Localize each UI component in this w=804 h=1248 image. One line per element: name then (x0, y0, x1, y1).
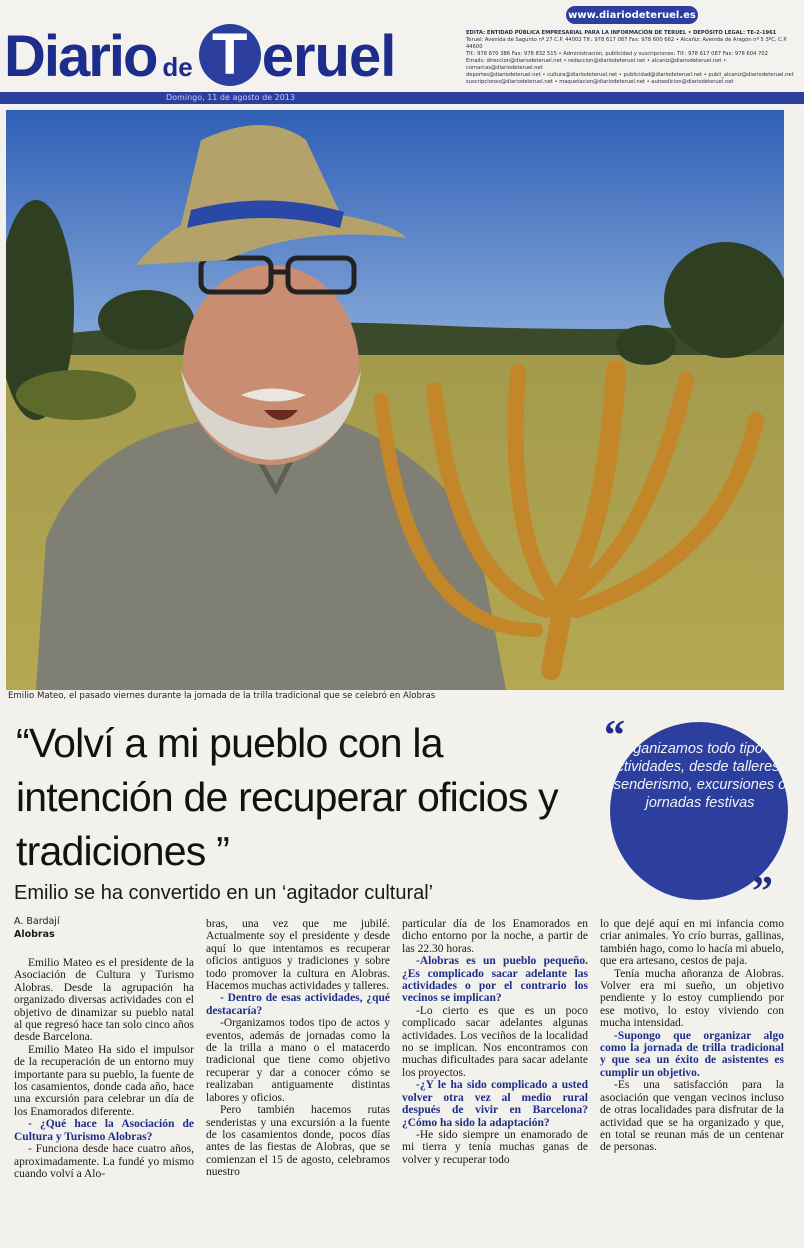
byline-place: Alobras (14, 929, 55, 940)
photo-caption: Emilio Mateo, el pasado viernes durante la jornada de la trilla tradicional que se celebró en Alobras (8, 691, 436, 701)
masthead (0, 0, 804, 108)
publisher-line: Tlf.: 978 870 386 Fax: 978 832 515 • Administración, publicidad y suscripciones: Tlf.: 978 617 087 Fax: 978 604 702 (466, 51, 768, 57)
logo-letter-disc: T (199, 24, 261, 86)
date-bar (0, 92, 804, 104)
logo-word-diario: Diario (4, 24, 157, 89)
logo-word-eruel: eruel (261, 24, 396, 89)
newspaper-logo[interactable] (4, 22, 396, 89)
pullquote-text: Organizamos todo tipo de actividades, desde talleres a senderismo, excursiones o jornadas festivas (608, 741, 792, 811)
publisher-info (466, 30, 800, 86)
photo-illustration (6, 110, 784, 690)
article-column-4 (600, 918, 784, 1154)
article-paragraph: lo que dejé aquí en mi infancia como criar animales. Yo crío burras, gallinas, también hago, como lo hacía mi abuelo, que era artesano, cestos de paja. (600, 918, 784, 968)
publisher-line: suscripciones@diariodeteruel.net • maquetacion@diariodeteruel.net • autoedicion@diariodeteruel.net (466, 79, 734, 85)
website-url[interactable]: www.diariodeteruel.es (566, 6, 698, 24)
article-paragraph: -Es una satisfacción para la asociación que vengan vecinos incluso de otras localidades para disfrutar de la actividad que se ha organizado y que, en total se reunan más de un centenar de personas. (600, 1079, 784, 1154)
interview-question: -Alobras es un pueblo pequeño. ¿Es complicado sacar adelante las actividades o por el contrario los vecinos se implican? (402, 955, 588, 1005)
article-column-2 (206, 918, 390, 1179)
article-paragraph: -He sido siempre un enamorado de mi tierra y tenía muchas ganas de volver y recuperar todo (402, 1128, 588, 1166)
close-quote-icon: ” (752, 869, 773, 915)
article-paragraph: bras, una vez que me jubilé. Actualmente soy el presidente y desde aquí lo que intentamos es recuperar oficios antiguos y tradiciones y sobre todo promover la cultura en Alobras. Hacemos muchas actividades y talleres. (206, 918, 390, 993)
main-photo (6, 110, 784, 690)
interview-question: -Supongo que organizar algo como la jornada de trilla tradicional y que sea un éxito de asistentes es cumplir un objetivo. (600, 1029, 784, 1079)
article-paragraph: Pero también hacemos rutas senderistas y una excursión a la fuente de los casamientos donde, pocos días antes de las fiestas de Alobras, que se comienzan el 15 de agosto, celebramos nuestro (206, 1104, 390, 1179)
logo-word-de: de (162, 52, 193, 82)
issue-date: Domingo, 11 de agosto de 2013 (166, 93, 295, 102)
open-quote-icon: “ (604, 713, 625, 759)
article-paragraph: -Lo cierto es que es un poco complicado sacar adelantes algunas actividades. Los veciños de la localidad no se implican. Nos encontramos con muchas dificultades para sacar adelante los proyectos. (402, 1004, 588, 1079)
publisher-line: EDITA: ENTIDAD PÚBLICA EMPRESARIAL PARA LA INFORMACIÓN DE TERUEL • DEPÓSITO LEGAL: TE-2-1961 (466, 30, 777, 36)
interview-question: - ¿Qué hace la Asociación de Cultura y Turismo Alobras? (14, 1118, 194, 1143)
article-subhead: Emilio se ha convertido en un ‘agitador cultural’ (14, 882, 434, 904)
publisher-line: Teruel: Avenida de Sagunto nº 27 C.P. 44002 Tlf.: 978 617 087 Fax: 978 600 662 • Alcañiz: Avenida de Aragón nº 5 3ºC, C.P. 44600 (466, 37, 788, 50)
article-paragraph: Emilio Mateo es el presidente de la Asociación de Cultura y Turismo Alobras. Desde la agrupación ha organizado diversas actividades con el objetivo de dinamizar su pueblo natal al que regresó hace tan solo cinco años desde Barcelona. (14, 957, 194, 1044)
publisher-line: Emails: direccion@diariodeteruel.net • redaccion@diariodeteruel.net • alcaniz@diariodeteruel.net • comarcas@diariodeteruel.net (466, 58, 727, 71)
article-paragraph: particular día de los Enamorados en dicho entorno por la noche, a partir de las 22.30 horas. (402, 918, 588, 955)
article-paragraph: - Funciona desde hace cuatro años, aproximadamente. La fundé yo mismo cuando volví a Alo- (14, 1143, 194, 1180)
byline-author: A. Bardají (14, 916, 60, 927)
article-paragraph: Tenía mucha añoranza de Alobras. Volver era mi sueño, un objetivo pendiente y lo estoy cumpliendo por ese motivo, lo estoy viviendo con mucha intensidad. (600, 967, 784, 1030)
article-column-3 (402, 918, 588, 1166)
article-paragraph: -Organizamos todos tipo de actos y eventos, además de jornadas como la de la trilla a mano o el matacerdo tradicional que tiene como objetivo recuperar y dar a conocer cómo se realizaban antiguamente distintas labores y oficios. (206, 1017, 390, 1104)
article-column-1 (14, 957, 194, 1180)
article-headline: “Volví a mi pueblo con la intención de recuperar oficios y tradiciones ” (16, 720, 558, 874)
article-paragraph: Emilio Mateo Ha sido el impulsor de la recuperación de un entorno muy importante para su pueblo, la fuente de los casamientos, donde cada año, hace una excursión para celebrar un día de los Enamorados diferente. (14, 1043, 194, 1118)
publisher-line: deportes@diariodeteruel.net • cultura@diariodeteruel.net • publicidad@diariodeteruel.net • publi_alcaniz@diariodeteruel.net (466, 72, 794, 78)
interview-question: -¿Y le ha sido complicado a usted volver otra vez al medio rural después de vivir en Barcelona? ¿Cómo ha sido la adaptación? (402, 1079, 588, 1129)
interview-question: - Dentro de esas actividades, ¿qué destacaría? (206, 992, 390, 1017)
